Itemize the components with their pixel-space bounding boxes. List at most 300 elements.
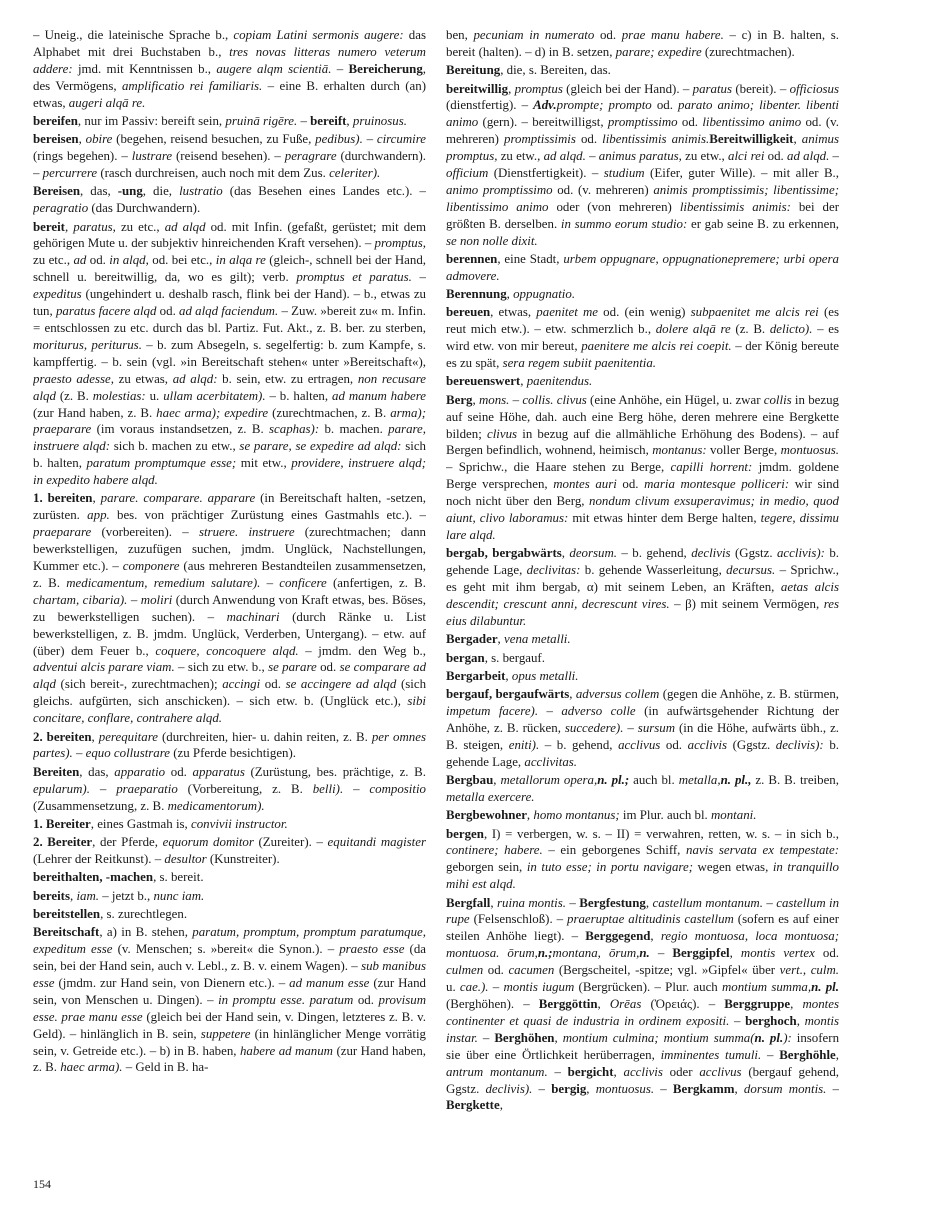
definition-text: (z. B. [730, 322, 770, 337]
definition-text: , [569, 687, 576, 702]
latin-term: praeparatio [116, 781, 178, 796]
definition-text: oder [662, 1064, 700, 1079]
definition-text: (gegen die Anhöhe, z. B. stürmen, [659, 687, 839, 702]
headword: bereisen [33, 132, 79, 147]
definition-text: (Bergrücken). – Plur. auch [574, 980, 722, 995]
latin-term: compositio [369, 781, 426, 796]
definition-text: (zur Hand sein, von Menschen u. Dingen). – [33, 975, 426, 1007]
dictionary-entry [33, 131, 426, 182]
dictionary-entry [446, 27, 839, 61]
latin-term: se parare, se expedire ad alqd: [239, 439, 402, 454]
latin-term: montanus: [652, 443, 707, 458]
definition-text: , [508, 81, 515, 96]
latin-term: moliri [140, 592, 173, 607]
definition-text: , s. bergauf. [484, 650, 545, 665]
definition-text: , nur im Passiv: bereift sein, [77, 113, 226, 128]
latin-term: urbem oppugnare, oppugnationepremere; urbi opera admovere. [446, 251, 839, 283]
latin-term: parare; expedire [615, 44, 702, 59]
latin-term: belli). [312, 781, 344, 796]
latin-term: perequitare [98, 729, 158, 744]
latin-term: montuosus. [595, 1081, 655, 1096]
latin-term: n. [639, 946, 650, 961]
latin-term: clivus [486, 426, 518, 441]
dictionary-entry [33, 869, 426, 886]
definition-text: (Ggstz. [727, 737, 776, 752]
latin-term: succedere). [564, 720, 624, 735]
latin-term: coquere, concoquere alqd. [155, 643, 299, 658]
latin-term: in summo eorum studio: [560, 216, 688, 231]
latin-term: montuosus. [780, 443, 839, 458]
definition-text: , s. bereit. [153, 870, 204, 885]
headword: Bergkette [446, 1098, 500, 1113]
latin-term: ad alqd. [787, 149, 830, 164]
definition-text: – jetzt b., [99, 888, 154, 903]
definition-text: im Plur. auch bl. [619, 808, 711, 823]
dictionary-entry [446, 81, 839, 250]
latin-term: paenitet me [536, 305, 599, 320]
headword: Bergbewohner [446, 808, 527, 823]
definition-text: , [92, 491, 101, 506]
page-number: 154 [33, 1177, 51, 1191]
dictionary-entry [446, 650, 839, 667]
definition-text: od. [616, 477, 645, 492]
latin-term: antrum montanum. [446, 1064, 548, 1079]
definition-text: , [586, 1081, 596, 1096]
latin-term: n. pl.; [597, 773, 630, 788]
definition-text: , des Vermögens, [33, 61, 426, 93]
definition-text: , [597, 997, 610, 1011]
definition-text: (Felsenschloß). – [469, 912, 567, 927]
headword: bereithalten, -machen [33, 870, 154, 885]
latin-term: montes continenter et quasi de industria in ordinem expositi. [446, 997, 839, 1028]
definition-text: (rasch durchreisen, auch noch mit dem Zus. [97, 166, 330, 181]
definition-text: insofern sie über eine Örtlichkeit herüberragen, [446, 1030, 839, 1062]
headword: bereift [310, 113, 347, 128]
dictionary-entry [33, 27, 426, 112]
latin-term: impetum facere). [446, 704, 539, 719]
definition-text: – b. gehend, [539, 737, 619, 752]
headword: Berennung [446, 287, 507, 302]
definition-text: , eine Stadt, [497, 251, 564, 266]
latin-term: montium summa, [721, 980, 812, 995]
headword: Berggipfel [672, 946, 730, 961]
definition-text: (in die Höhe, aufwärts übh., z. B. steigen, [446, 720, 839, 752]
definition-text: zu etwas, [113, 371, 173, 386]
definition-text: od. [651, 98, 679, 113]
dictionary-entry [33, 490, 426, 727]
dictionary-entry [33, 729, 426, 763]
latin-term: promptus, [374, 236, 426, 251]
definition-text: b. gehende Wasserleitung, [580, 563, 727, 578]
definition-text: (Bergscheitel, -spitze; vgl. »Gipfel« über [554, 963, 780, 978]
definition-text: – [297, 113, 311, 128]
definition-text: er gab seine B. zu erkennen, [687, 216, 839, 231]
headword: Bereitschaft [33, 925, 100, 940]
latin-term: se accingere ad alqd [285, 677, 397, 692]
latin-term: maria montesque polliceri: [644, 477, 790, 492]
latin-term: haec arma); [156, 405, 221, 420]
headword: Bergfestung [579, 895, 646, 910]
definition-text: od. [764, 149, 788, 164]
definition-text: , [520, 374, 527, 389]
definition-text: zu etc., [115, 219, 165, 234]
latin-term: in tranquillo mihi est alqd. [446, 860, 839, 892]
dictionary-entry [446, 62, 839, 79]
headword: bereuen [446, 305, 491, 320]
definition-text: , [472, 392, 479, 407]
latin-term: parato animo; libenter. libenti animo [446, 98, 839, 130]
latin-term: haec arma). [60, 1060, 123, 1075]
definition-text: in bezug auf seine Höhe, dah. auch eine Berg höhe, deren mehrere eine Bergkette bilden; [446, 392, 839, 441]
latin-term: delicto). [769, 322, 813, 337]
latin-term: declivis): [775, 737, 824, 752]
definition-text: (z. B. [55, 388, 93, 403]
latin-term: lustrare [131, 149, 173, 164]
definition-text: , [561, 546, 570, 561]
definition-text: b. gehende Lage, [446, 546, 839, 578]
latin-term: tegere, dissimu lare alqd. [446, 511, 839, 543]
latin-term: per omnes partes). [33, 729, 426, 761]
definition-text: – [260, 575, 280, 590]
latin-term: expeditus [33, 287, 82, 302]
definition-text: (durchwandern). – [33, 149, 426, 181]
latin-term: libentissimis animis. [602, 132, 710, 147]
definition-text: – β) mit seinem Vermögen, [669, 597, 824, 612]
latin-term: pruinā rigēre. [225, 113, 298, 128]
definition-text: , das, [80, 184, 118, 199]
headword: berennen [446, 251, 498, 266]
latin-term: machinari [226, 609, 280, 624]
definition-text: (zurechtmachen; dann bewerkstelligen, zuzufügen suchen, jmdm. Unglück, Nachstellungen, Kummer etc.). – [33, 525, 426, 574]
latin-term: culmen [446, 963, 484, 978]
headword: Bergfall [446, 895, 491, 910]
headword: bereitstellen [33, 906, 101, 921]
definition-text: (durchreiten, hier- u. dahin reiten, z. B. [157, 729, 372, 744]
latin-term: paratus [692, 81, 733, 96]
definition-text: (Zusammensetzung, z. B. [33, 798, 168, 813]
latin-term: copiam Latini sermonis augere: [233, 28, 404, 42]
latin-term: metalla, [678, 773, 721, 788]
definition-text: jmdm. goldene Berge versprechen, [446, 460, 839, 492]
definition-text: (in Bereitschaft halten, -setzen, zurüsten. [33, 491, 426, 523]
definition-text: – eine B. erhalten durch (an) etwas, [33, 78, 426, 110]
definition-text: – jmdm. den Weg b., [298, 643, 426, 658]
definition-text: (da sein, bei der Hand sein, auch v. Lebl., z. B. v. einem Wagen). – [33, 942, 426, 974]
definition-text: , [78, 132, 86, 147]
definition-text: – [411, 270, 426, 285]
headword: bergig [551, 1081, 587, 1096]
latin-term: ad alqd faciendum. [179, 304, 279, 319]
definition-text: zu etw., [681, 149, 728, 164]
definition-text: (im voraus instandsetzen, z. B. [91, 422, 270, 437]
definition-text: – [547, 1064, 568, 1079]
dictionary-entry [446, 895, 839, 1115]
latin-term: in alqd, [109, 253, 149, 268]
latin-term: praeparare [33, 422, 92, 437]
definition-text: od. mit Infin. (gefaßt, gerüstet; mit dem gehörigen Mute u. der subjektiv hinreichenden Kraft versehen). – [33, 219, 426, 251]
definition-text: od. [156, 304, 180, 319]
definition-text: (zur Hand haben, z. B. [33, 405, 157, 420]
latin-term: acclivitas. [524, 754, 578, 769]
definition-text: (jmdm. zur Hand sein, von Dienern etc.). – [54, 975, 290, 990]
dictionary-entry [446, 686, 839, 771]
latin-term: castellum in rupe [446, 895, 839, 927]
latin-term: opus metalli. [511, 668, 579, 683]
definition-text: , [526, 808, 534, 823]
latin-term: adversus collem [575, 687, 660, 702]
latin-term: lustratio [179, 184, 223, 199]
dictionary-entry [446, 631, 839, 648]
latin-term: Adv. [533, 98, 557, 113]
definition-text: – ein geborgenes Schiff, [542, 843, 687, 858]
definition-text: , die, s. Bereiten, das. [500, 63, 611, 78]
latin-term: ad alqd: [172, 371, 218, 386]
latin-term: se parare [268, 660, 317, 675]
definition-text: (Vorbereitung, z. B. [177, 781, 313, 796]
definition-text: – [649, 946, 673, 961]
headword: bergab, bergabwärts [446, 546, 562, 561]
definition-text: , [70, 888, 77, 903]
latin-term: circumire [376, 132, 426, 147]
latin-term: decursus. [726, 563, 776, 578]
definition-text: wir sind noch nicht über den Berg, [446, 477, 839, 509]
latin-term: equorum domitor [162, 835, 254, 850]
headword: bergicht [567, 1064, 614, 1079]
definition-text: od. [677, 115, 703, 130]
latin-term: accingi [222, 677, 261, 692]
latin-term: n. pl. [754, 1030, 784, 1045]
definition-text: – [127, 592, 141, 607]
definition-text: auch bl. [629, 773, 679, 788]
definition-text: b. sein, etw. zu ertragen, [217, 371, 358, 386]
definition-text: – [477, 1030, 495, 1045]
definition-text: ben, [446, 28, 474, 42]
latin-term: molestias: [92, 388, 146, 403]
definition-text: (bergauf gehend, Ggstz. [446, 1064, 839, 1096]
latin-term: praesto adesse, [33, 371, 114, 386]
definition-text: (in aufwärtsgehender Richtung der Anhöhe, z. B. rücken, [446, 704, 839, 735]
latin-term: iam. [76, 888, 100, 903]
dictionary-entry [33, 834, 426, 868]
dictionary-entry [33, 888, 426, 905]
dictionary-entry [446, 545, 839, 630]
definition-text: – [826, 1081, 839, 1096]
definition-text: (zu Pferde besichtigen). [170, 746, 297, 761]
definition-text: , [796, 1013, 805, 1028]
latin-term: ad manum habere [332, 388, 426, 403]
latin-term: se non nolle dixit. [446, 233, 538, 248]
latin-term: paratus, [73, 219, 116, 234]
right-column [446, 27, 839, 1175]
latin-term: regio montuosa, loca montuosa; montuosa. ōrum, [446, 929, 839, 961]
latin-term: subpaenitet me alcis rei [690, 305, 819, 320]
headword: Bereiten [33, 764, 80, 779]
latin-term: app. [87, 508, 110, 523]
latin-term: homo montanus; [533, 808, 620, 823]
latin-term: nondum clivum exsuperavimus; in medio, quod aiunt, clivo laboramus: [446, 494, 839, 526]
definition-text: (reisend besehen). – [172, 149, 285, 164]
latin-term: paratum promptumque esse; [86, 456, 237, 471]
definition-text: (anfertigen, z. B. [326, 575, 426, 590]
definition-text: , [497, 632, 504, 647]
definition-text: , eines Gastmah is, [90, 816, 191, 831]
latin-term: adventui alcis parare viam. [33, 660, 175, 675]
definition-text: bes. von prächtiger Zurüstung eines Gastmahls etc.). – [109, 508, 426, 523]
definition-text: (Berghöhen). – [446, 997, 539, 1011]
definition-text: (Eifer, guter Wille). – mit aller B., [644, 166, 839, 181]
definition-text: od. [260, 677, 286, 692]
definition-text: , s. zurechtlegen. [100, 906, 188, 921]
definition-text: , [645, 895, 653, 910]
latin-term: alci rei [728, 149, 765, 164]
definition-text: (bereit). – [732, 81, 790, 96]
definition-text: , [793, 132, 802, 147]
latin-term: providere, instruere alqd; in expedito habere alqd. [33, 456, 426, 488]
definition-text: , [613, 1064, 624, 1079]
latin-term: paratum, promptum, promptum paratumque, expeditum esse [33, 925, 426, 957]
latin-term: se comparare ad alqd [33, 660, 426, 692]
latin-term: in promptu esse. paratum [218, 992, 354, 1007]
definition-text: (zur Hand haben, z. B. [33, 1043, 426, 1075]
definition-text: , der Pferde, [92, 835, 163, 850]
definition-text: , [835, 1047, 839, 1062]
dictionary-entry [33, 924, 426, 1076]
dictionary-entry [33, 113, 426, 130]
definition-text: od. [575, 132, 603, 147]
latin-term: acclivis): [776, 546, 825, 561]
headword: 2. bereiten [33, 729, 92, 744]
definition-text: (gleich-, schnell bei der Hand, schnell u. bereitwillig, da, wo es gilt); verb. [33, 253, 426, 285]
latin-term: imminentes tumuli. [660, 1047, 762, 1062]
latin-term: promptissimis [504, 132, 576, 147]
definition-text: od. [483, 963, 509, 978]
definition-text: , [490, 895, 498, 910]
latin-term: collis [763, 392, 792, 407]
latin-term: res eius dilabuntur. [446, 597, 839, 628]
latin-term: cae.). [459, 980, 489, 995]
latin-term: ad [73, 253, 87, 268]
definition-text: , [346, 113, 353, 128]
definition-text: – [532, 1081, 552, 1096]
latin-term: sera regem subiit paenitentia. [502, 356, 657, 371]
headword: bereuenswert [446, 374, 521, 389]
latin-term: n.; [537, 946, 553, 961]
latin-term: amplificatio rei familiaris. [121, 78, 263, 93]
definition-text: geborgen sein, [446, 860, 527, 875]
definition-text: (eine Anhöhe, ein Hügel, u. zwar [586, 392, 764, 407]
latin-term: montes auri [553, 477, 617, 492]
latin-term: metalla exercere. [446, 789, 535, 804]
definition-text: (Ggstz. [730, 546, 777, 561]
latin-term: non recusare alqd [33, 371, 426, 403]
latin-term: in alqa re [215, 253, 266, 268]
latin-term: animis promptissimis; libentissime; libentissimo animo [446, 182, 839, 214]
definition-text: (in hinlänglicher Menge vorrätig sein, v. Getreide etc.). – b) in B. haben, [33, 1026, 426, 1058]
dictionary-entry [33, 183, 426, 217]
latin-term: chartam, cibaria). [33, 592, 128, 607]
latin-term: montani. [710, 808, 757, 823]
latin-term: declivis). [485, 1081, 533, 1096]
latin-term: montana, ōrum, [552, 946, 640, 961]
definition-text: (zurechtmachen). [701, 44, 795, 59]
definition-text: (das Durchwandern). [88, 201, 201, 216]
latin-term: promptus et paratus. [296, 270, 412, 285]
latin-term: moriturus, periturus. [33, 337, 142, 352]
definition-text: – Geld in B. ha- [122, 1060, 209, 1075]
latin-term: epularum). [33, 781, 90, 796]
definition-text: (Kunstreiter). [206, 852, 280, 867]
definition-text: (sich gleichs. aufgürten, sich anschicken). – sich etw. b. (Unglück etc.), [33, 677, 426, 709]
latin-term: tres novas litteras numero veterum addere: [33, 44, 426, 76]
latin-term: n. pl., [720, 773, 752, 788]
definition-text: – [488, 980, 504, 995]
definition-text: b. machen. [319, 422, 389, 437]
latin-term: conficere [279, 575, 327, 590]
definition-text: – [331, 61, 349, 76]
latin-term: montis iugum [503, 980, 575, 995]
headword: bergauf, bergaufwärts [446, 687, 570, 702]
latin-term: componere [122, 559, 180, 574]
latin-term: eniti). [508, 737, 540, 752]
definition-text: – [89, 781, 117, 796]
definition-text: , die, [142, 184, 180, 199]
definition-text: – es wird etw. von mir bereut, [446, 322, 839, 354]
latin-term: declivis [691, 546, 731, 561]
definition-text: – der König bereute es zu spät, [446, 339, 839, 371]
definition-text: – Sprichw., die Haare stehen zu Berge, [446, 460, 671, 475]
headword: Bereisen [33, 184, 81, 199]
definition-text: , [505, 668, 512, 683]
latin-term: paenitere me alcis rei coepit. [581, 339, 732, 354]
latin-term: adverso colle [561, 704, 636, 719]
headword: Berggruppe [724, 997, 791, 1011]
latin-term: vert., culm. [779, 963, 839, 978]
definition-text: , das, [79, 764, 115, 779]
definition-text: – [72, 746, 86, 761]
latin-term: augeri alqā re. [68, 95, 146, 110]
definition-text: – [362, 132, 377, 147]
headword: -ung [117, 184, 143, 199]
latin-term: metallorum opera, [500, 773, 598, 788]
definition-text: od. (v. mehreren) [552, 182, 654, 197]
headword: Berggegend [585, 929, 651, 944]
headword: Bergbau [446, 773, 494, 788]
latin-term: medicamentorum). [167, 798, 265, 813]
latin-term: deorsum. [569, 546, 618, 561]
latin-term: navis servata ex tempestate: [686, 843, 839, 858]
definition-text: – [565, 895, 580, 910]
definition-text: – sich zu etw. b., [174, 660, 269, 675]
definition-text: – b. gehend, [617, 546, 692, 561]
latin-term: n. pl. [811, 980, 839, 995]
latin-term: prae manu habere. [621, 28, 724, 42]
definition-text: (Lehrer der Reitkunst). – [33, 852, 165, 867]
definition-text: in bezug auf die allmähliche Erhöhung des Bodens). – auf Bergen befindlich, wohnend, heimisch, [446, 426, 839, 458]
definition-text: od. [165, 764, 193, 779]
definition-text: od. [86, 253, 110, 268]
definition-text: zu etc., [33, 253, 74, 268]
headword: bergen [446, 826, 484, 841]
definition-text: , [499, 1098, 503, 1113]
definition-text: (durch Anwendung von Kraft etwas, bes. Böses, zu bewerkstelligen suchen). – [33, 592, 426, 624]
definition-text: – [654, 1081, 673, 1096]
definition-text: – [585, 149, 599, 164]
definition-text: b. gehende Lage, [446, 737, 839, 769]
definition-text: (Dienstfertigkeit). – [488, 166, 604, 181]
latin-term: libentissimo animo [702, 115, 802, 130]
headword: bereit [33, 219, 65, 234]
definition-text: (begehen, reisend besuchen, zu Fuße, [112, 132, 316, 147]
